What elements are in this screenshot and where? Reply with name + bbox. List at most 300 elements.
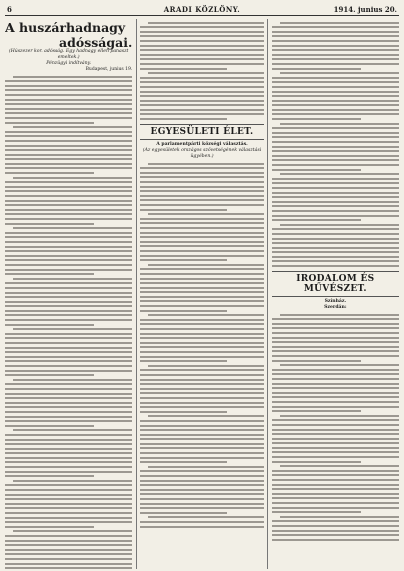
text-line xyxy=(13,328,132,330)
text-line xyxy=(5,103,132,105)
text-line xyxy=(272,118,361,120)
text-line xyxy=(5,517,132,519)
text-line xyxy=(272,86,399,88)
text-line xyxy=(272,265,399,267)
text-line xyxy=(5,122,94,124)
text-line xyxy=(140,328,263,330)
text-line xyxy=(5,264,132,266)
text-line xyxy=(5,484,132,486)
text-line xyxy=(272,327,399,329)
text-line xyxy=(5,305,132,307)
text-line xyxy=(148,415,263,417)
text-line xyxy=(5,434,132,436)
text-line xyxy=(5,99,132,101)
text-line xyxy=(140,489,263,491)
text-line xyxy=(272,155,399,157)
text-line xyxy=(272,187,399,189)
text-line xyxy=(5,324,94,326)
text-line xyxy=(272,210,399,212)
text-line xyxy=(272,95,399,97)
text-line xyxy=(140,81,263,83)
text-line xyxy=(140,245,263,247)
text-line xyxy=(272,484,399,486)
text-line xyxy=(5,246,132,248)
text-line xyxy=(140,452,263,454)
text-line xyxy=(140,310,226,312)
issue-date: 1914. junius 20. xyxy=(333,5,397,14)
subsection-title: Színház. xyxy=(324,299,347,305)
text-line xyxy=(272,474,399,476)
text-line xyxy=(140,109,263,111)
text-line xyxy=(272,164,399,166)
text-line xyxy=(5,448,132,450)
text-line xyxy=(272,35,399,37)
text-line xyxy=(148,516,263,518)
text-line xyxy=(5,461,132,463)
text-line xyxy=(140,204,263,206)
text-line xyxy=(280,123,399,125)
text-line xyxy=(272,502,399,504)
text-line xyxy=(272,127,399,129)
text-line xyxy=(140,383,263,385)
text-line xyxy=(140,484,263,486)
text-line xyxy=(5,406,132,408)
text-line xyxy=(280,364,399,366)
text-line xyxy=(140,282,263,284)
text-line xyxy=(5,383,132,385)
text-line xyxy=(5,181,132,183)
text-line xyxy=(140,26,263,28)
text-line xyxy=(272,497,399,499)
text-line xyxy=(272,401,399,403)
section-title: IRODALOM ÉS MŰVÉSZET. xyxy=(272,271,399,297)
text-line xyxy=(5,301,132,303)
text-line xyxy=(5,512,132,514)
text-line xyxy=(140,300,263,302)
text-line xyxy=(140,209,226,211)
text-line xyxy=(5,544,132,546)
text-line xyxy=(272,447,399,449)
text-line xyxy=(5,149,132,151)
text-line xyxy=(140,91,263,93)
text-line xyxy=(140,58,263,60)
text-line xyxy=(272,54,399,56)
text-line xyxy=(5,420,132,422)
text-line xyxy=(272,169,361,171)
text-line xyxy=(272,256,399,258)
text-line xyxy=(5,296,132,298)
text-line xyxy=(272,150,399,152)
text-line xyxy=(140,457,263,459)
text-line xyxy=(140,255,263,257)
text-line xyxy=(5,319,132,321)
text-line xyxy=(5,213,132,215)
column-middle xyxy=(136,19,267,569)
text-line xyxy=(140,35,263,37)
text-line xyxy=(140,425,263,427)
text-line xyxy=(140,268,263,270)
text-line xyxy=(272,91,399,93)
text-line xyxy=(140,305,263,307)
text-line xyxy=(5,553,132,555)
text-line xyxy=(272,387,399,389)
text-line xyxy=(140,49,263,51)
text-line xyxy=(140,218,263,220)
text-line xyxy=(140,190,263,192)
text-line xyxy=(272,45,399,47)
text-line xyxy=(140,31,263,33)
text-line xyxy=(5,356,132,358)
article-body-bottom xyxy=(272,314,399,541)
text-line xyxy=(5,85,132,87)
subsection-title-2: Szerdán: xyxy=(324,305,347,311)
text-line xyxy=(280,415,399,417)
column-left xyxy=(5,19,132,569)
text-line xyxy=(5,535,132,537)
text-line xyxy=(13,379,132,381)
text-line xyxy=(272,228,399,230)
article-subheadline-2: Pénzügyi indítvány. xyxy=(46,61,92,66)
text-line xyxy=(140,434,263,436)
article-headline: A huszárhadnagy xyxy=(5,20,126,35)
text-line xyxy=(5,172,94,174)
text-line xyxy=(280,314,399,316)
text-line xyxy=(140,77,263,79)
newspaper-title: ARADI KÖZLÖNY. xyxy=(163,5,241,14)
text-line xyxy=(140,392,263,394)
text-line xyxy=(140,379,263,381)
text-line xyxy=(5,250,132,252)
text-line xyxy=(272,470,399,472)
text-line xyxy=(5,94,132,96)
text-line xyxy=(272,318,399,320)
text-line xyxy=(140,195,263,197)
text-line xyxy=(5,503,132,505)
text-line xyxy=(140,402,263,404)
text-line xyxy=(5,494,132,496)
text-line xyxy=(5,466,132,468)
text-line xyxy=(5,117,132,119)
text-line xyxy=(140,521,263,523)
text-line xyxy=(272,219,361,221)
text-line xyxy=(140,503,263,505)
text-line xyxy=(140,199,263,201)
text-line xyxy=(140,227,263,229)
text-line xyxy=(272,438,399,440)
text-line xyxy=(5,255,132,257)
text-line xyxy=(140,342,263,344)
text-line xyxy=(272,178,399,180)
text-line xyxy=(272,68,361,70)
text-line xyxy=(5,365,132,367)
text-line xyxy=(140,222,263,224)
text-line xyxy=(5,443,132,445)
text-line xyxy=(5,393,132,395)
column-right xyxy=(272,19,399,569)
text-line xyxy=(140,461,226,463)
text-line xyxy=(272,238,399,240)
text-line xyxy=(140,507,263,509)
text-line xyxy=(140,95,263,97)
text-line xyxy=(140,351,263,353)
masthead xyxy=(5,4,399,16)
text-line xyxy=(5,489,132,491)
text-line xyxy=(140,259,226,261)
text-line xyxy=(5,145,132,147)
text-line xyxy=(272,132,399,134)
text-line xyxy=(280,465,399,467)
text-line xyxy=(280,72,399,74)
text-line xyxy=(272,396,399,398)
text-line xyxy=(272,49,399,51)
text-line xyxy=(13,530,132,532)
text-line xyxy=(140,250,263,252)
text-line xyxy=(140,278,263,280)
text-line xyxy=(5,351,132,353)
text-line xyxy=(5,439,132,441)
text-line xyxy=(140,447,263,449)
text-line xyxy=(5,236,132,238)
text-line xyxy=(148,466,263,468)
text-line xyxy=(140,40,263,42)
text-line xyxy=(272,378,399,380)
text-line xyxy=(140,104,263,106)
text-line xyxy=(272,58,399,60)
text-line xyxy=(5,269,132,271)
text-line xyxy=(140,241,263,243)
text-line xyxy=(272,392,399,394)
text-line xyxy=(272,100,399,102)
text-line xyxy=(5,558,132,560)
text-line xyxy=(272,442,399,444)
text-line xyxy=(5,333,132,335)
text-line xyxy=(5,273,94,275)
text-line xyxy=(13,429,132,431)
text-line xyxy=(5,347,132,349)
text-line xyxy=(272,341,399,343)
text-line xyxy=(140,526,263,528)
text-line xyxy=(13,227,132,229)
text-line xyxy=(272,456,399,458)
text-line xyxy=(5,154,132,156)
text-line xyxy=(272,511,361,513)
text-line xyxy=(5,507,132,509)
text-line xyxy=(5,314,132,316)
article-title: A parlamentpárti községi választás. xyxy=(156,142,248,148)
text-line xyxy=(5,287,132,289)
article-subheadline: (Húszezer kor. adósság. Egy hadnagy ellen panaszt emeltek.) xyxy=(8,49,129,60)
text-line xyxy=(272,141,399,143)
text-line xyxy=(5,540,132,542)
text-line xyxy=(272,215,399,217)
text-line xyxy=(140,100,263,102)
text-line xyxy=(140,369,263,371)
text-line xyxy=(5,135,132,137)
text-line xyxy=(5,416,132,418)
text-line xyxy=(13,76,132,78)
text-line xyxy=(140,319,263,321)
text-line xyxy=(272,406,399,408)
text-line xyxy=(5,108,132,110)
text-line xyxy=(5,411,132,413)
text-line xyxy=(272,146,399,148)
text-line xyxy=(148,22,263,24)
text-line xyxy=(5,190,132,192)
text-line xyxy=(272,77,399,79)
text-line xyxy=(5,452,132,454)
text-line xyxy=(140,68,226,70)
text-line xyxy=(272,433,399,435)
text-line xyxy=(5,388,132,390)
text-line xyxy=(272,520,399,522)
text-line xyxy=(272,534,399,536)
text-line xyxy=(140,512,226,514)
text-line xyxy=(140,346,263,348)
text-line xyxy=(5,360,132,362)
text-line xyxy=(5,549,132,551)
text-line xyxy=(5,457,132,459)
text-line xyxy=(272,40,399,42)
text-line xyxy=(140,493,263,495)
text-line xyxy=(5,342,132,344)
text-line xyxy=(140,475,263,477)
text-line xyxy=(272,479,399,481)
text-line xyxy=(140,374,263,376)
text-line xyxy=(5,526,94,528)
text-line xyxy=(140,181,263,183)
text-line xyxy=(272,332,399,334)
text-line xyxy=(140,420,263,422)
text-line xyxy=(5,521,132,523)
text-line xyxy=(140,113,263,115)
text-line xyxy=(272,373,399,375)
text-line xyxy=(5,563,132,565)
text-line xyxy=(5,89,132,91)
text-line xyxy=(272,242,399,244)
text-line xyxy=(140,480,263,482)
text-line xyxy=(272,81,399,83)
text-line xyxy=(5,397,132,399)
text-line xyxy=(5,370,132,372)
text-line xyxy=(5,259,132,261)
text-line xyxy=(5,475,94,477)
text-line xyxy=(272,493,399,495)
text-line xyxy=(5,471,132,473)
text-line xyxy=(272,136,399,138)
text-line xyxy=(272,525,399,527)
article-body xyxy=(5,76,132,569)
text-line xyxy=(272,260,399,262)
text-line xyxy=(5,186,132,188)
text-line xyxy=(272,192,399,194)
text-line xyxy=(272,323,399,325)
text-line xyxy=(140,388,263,390)
text-line xyxy=(140,470,263,472)
text-line xyxy=(272,539,399,541)
text-line xyxy=(5,200,132,202)
text-line xyxy=(272,507,399,509)
text-line xyxy=(272,461,361,463)
text-line xyxy=(13,278,132,280)
text-line xyxy=(140,273,263,275)
text-line xyxy=(140,411,226,413)
text-line xyxy=(272,63,399,65)
text-line xyxy=(272,201,399,203)
article-body-bottom xyxy=(140,163,263,528)
text-line xyxy=(140,86,263,88)
text-line xyxy=(280,22,399,24)
text-line xyxy=(272,369,399,371)
text-line xyxy=(140,296,263,298)
page-number: 6 xyxy=(7,5,12,14)
text-line xyxy=(5,567,132,569)
text-line xyxy=(13,126,132,128)
text-line xyxy=(140,63,263,65)
text-line xyxy=(5,131,132,133)
text-line xyxy=(148,314,263,316)
text-line xyxy=(140,443,263,445)
text-line xyxy=(5,232,132,234)
text-line xyxy=(272,337,399,339)
text-line xyxy=(5,282,132,284)
text-line xyxy=(148,163,263,165)
text-line xyxy=(140,429,263,431)
text-line xyxy=(272,159,399,161)
text-line xyxy=(140,360,226,362)
text-line xyxy=(5,292,132,294)
text-line xyxy=(148,213,263,215)
text-line xyxy=(5,498,132,500)
text-line xyxy=(272,451,399,453)
text-line xyxy=(148,365,263,367)
text-line xyxy=(13,177,132,179)
text-line xyxy=(5,140,132,142)
text-line xyxy=(5,374,94,376)
text-line xyxy=(140,236,263,238)
text-line xyxy=(5,204,132,206)
text-line xyxy=(272,31,399,33)
text-line xyxy=(272,113,399,115)
text-line xyxy=(272,355,399,357)
text-line xyxy=(5,209,132,211)
text-line xyxy=(140,186,263,188)
text-line xyxy=(272,104,399,106)
text-line xyxy=(272,488,399,490)
text-line xyxy=(5,158,132,160)
text-line xyxy=(272,26,399,28)
text-line xyxy=(272,360,361,362)
text-line xyxy=(140,438,263,440)
text-line xyxy=(140,498,263,500)
text-line xyxy=(272,109,399,111)
text-line xyxy=(5,310,132,312)
article-headline-cont: adósságai. xyxy=(59,35,133,50)
text-line xyxy=(272,419,399,421)
text-line xyxy=(5,163,132,165)
text-line xyxy=(140,291,263,293)
text-line xyxy=(272,233,399,235)
text-line xyxy=(5,80,132,82)
text-line xyxy=(140,337,263,339)
text-line xyxy=(5,402,132,404)
text-line xyxy=(140,356,263,358)
text-line xyxy=(272,346,399,348)
text-line xyxy=(272,424,399,426)
text-line xyxy=(272,429,399,431)
text-line xyxy=(5,167,132,169)
text-line xyxy=(5,337,132,339)
text-line xyxy=(272,247,399,249)
